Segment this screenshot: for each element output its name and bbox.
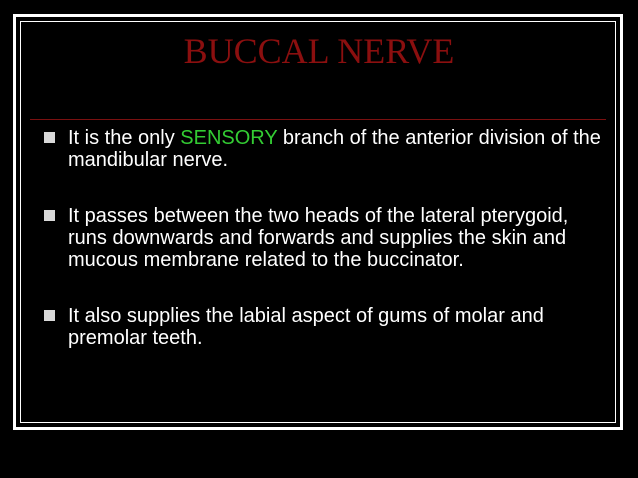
bullet-text-before: It is the only <box>68 127 181 149</box>
bullet-item-course <box>44 205 604 271</box>
square-bullet-icon <box>44 310 55 321</box>
bullet-text: It passes between the two heads of the lateral pterygoid, runs downwards and forwards and supplies the skin and mucous membrane related to the buccinator. <box>68 205 569 271</box>
bullet-text-after: branch of the anterior division of the mandibular nerve. <box>68 127 601 171</box>
bullet-item-gums <box>44 305 604 349</box>
bullet-text: It also supplies the labial aspect of gums of molar and premolar teeth. <box>68 305 544 349</box>
sensory-highlight: SENSORY <box>180 127 278 149</box>
bullet-item-sensory <box>44 127 604 171</box>
title-divider <box>30 119 606 120</box>
square-bullet-icon <box>44 210 55 221</box>
slide-title: BUCCAL NERVE <box>183 31 455 71</box>
square-bullet-icon <box>44 132 55 143</box>
bullet-list <box>44 127 604 349</box>
